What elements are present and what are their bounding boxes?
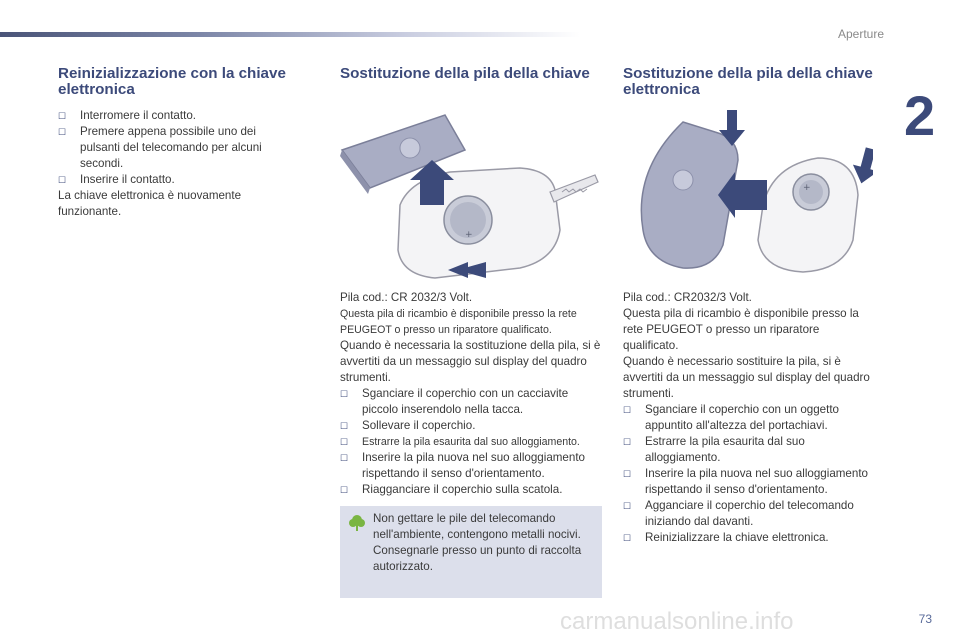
column-key-battery [340,66,602,92]
list-item: ☐ Inserire la pila nuova nel suo alloggiamento rispettando il senso d'orientamento. [623,466,875,498]
section-title: Sostituzione della pila della chiave elettronica [623,65,873,98]
list-item: ☐ Estrarre la pila esaurita dal suo alloggiamento. [340,434,602,450]
tree-icon [348,514,366,532]
closing-text: La chiave elettronica è nuovamente funzionante. [58,189,242,218]
list-item: ☐ Estrarre la pila esaurita dal suo alloggiamento. [623,434,875,466]
steps-list [58,108,298,188]
electronic-key-text [623,290,875,546]
environment-note [340,506,602,598]
list-item: ☐ Riagganciare il coperchio sulla scatola. [340,482,602,498]
intro-text: Quando è necessario sostituire la pila, si è avvertiti da un messaggio sul display del quadro strumenti. [623,355,870,400]
page-number: 73 [918,612,932,626]
key-battery-text [340,290,602,498]
steps-list [340,386,602,498]
list-item: ☐ Inserire il contatto. [58,172,298,188]
list-item: ☐ Interromere il contatto. [58,108,298,124]
spare-note: Questa pila di ricambio è disponibile presso la rete PEUGEOT o presso un riparatore qualificato. [623,307,859,352]
spare-note: Questa pila di ricambio è disponibile presso la rete PEUGEOT o presso un riparatore qualificato. [340,308,577,336]
list-item: ☐ Reinizializzare la chiave elettronica. [623,530,875,546]
list-item: ☐ Sganciare il coperchio con un oggetto appuntito all'altezza del portachiavi. [623,402,875,434]
intro-text: Quando è necessaria la sostituzione della pila, si è avvertiti da un messaggio sul display del quadro strumenti. [340,339,601,384]
list-item: ☐ Premere appena possibile uno dei pulsanti del telecomando per alcuni secondi. [58,124,298,172]
key-battery-illustration [340,110,600,285]
list-item: ☐ Sollevare il coperchio. [340,418,602,434]
list-item: ☐ Agganciare il coperchio del telecomando iniziando dal davanti. [623,498,875,530]
header-gradient-bar [0,32,580,37]
svg-text:+: + [803,183,811,193]
watermark: carmanualsonline.info [560,608,794,635]
column-electronic-key-battery [623,66,875,108]
electronic-key-illustration [623,110,873,285]
chapter-number: 2 [904,84,936,147]
list-item: ☐ Sganciare il coperchio con un cacciavite piccolo inserendolo nella tacca. [340,386,602,418]
svg-text:+: + [465,230,473,240]
section-title: Reinizializzazione con la chiave elettronica [58,65,286,98]
note-warning: Non gettare le pile del telecomando nell'ambiente, contengono metalli nocivi. [373,512,581,541]
column-reinitialization [58,66,298,220]
section-name: Aperture [837,27,884,41]
battery-code: Pila cod.: CR2032/3 Volt. [623,291,752,304]
section-title: Sostituzione della pila della chiave [340,65,590,82]
note-instruction: Consegnarle presso un punto di raccolta autorizzato. [373,544,582,573]
list-item: ☐ Inserire la pila nuova nel suo alloggiamento rispettando il senso d'orientamento. [340,450,602,482]
battery-code: Pila cod.: CR 2032/3 Volt. [340,291,473,304]
steps-list [623,402,875,546]
